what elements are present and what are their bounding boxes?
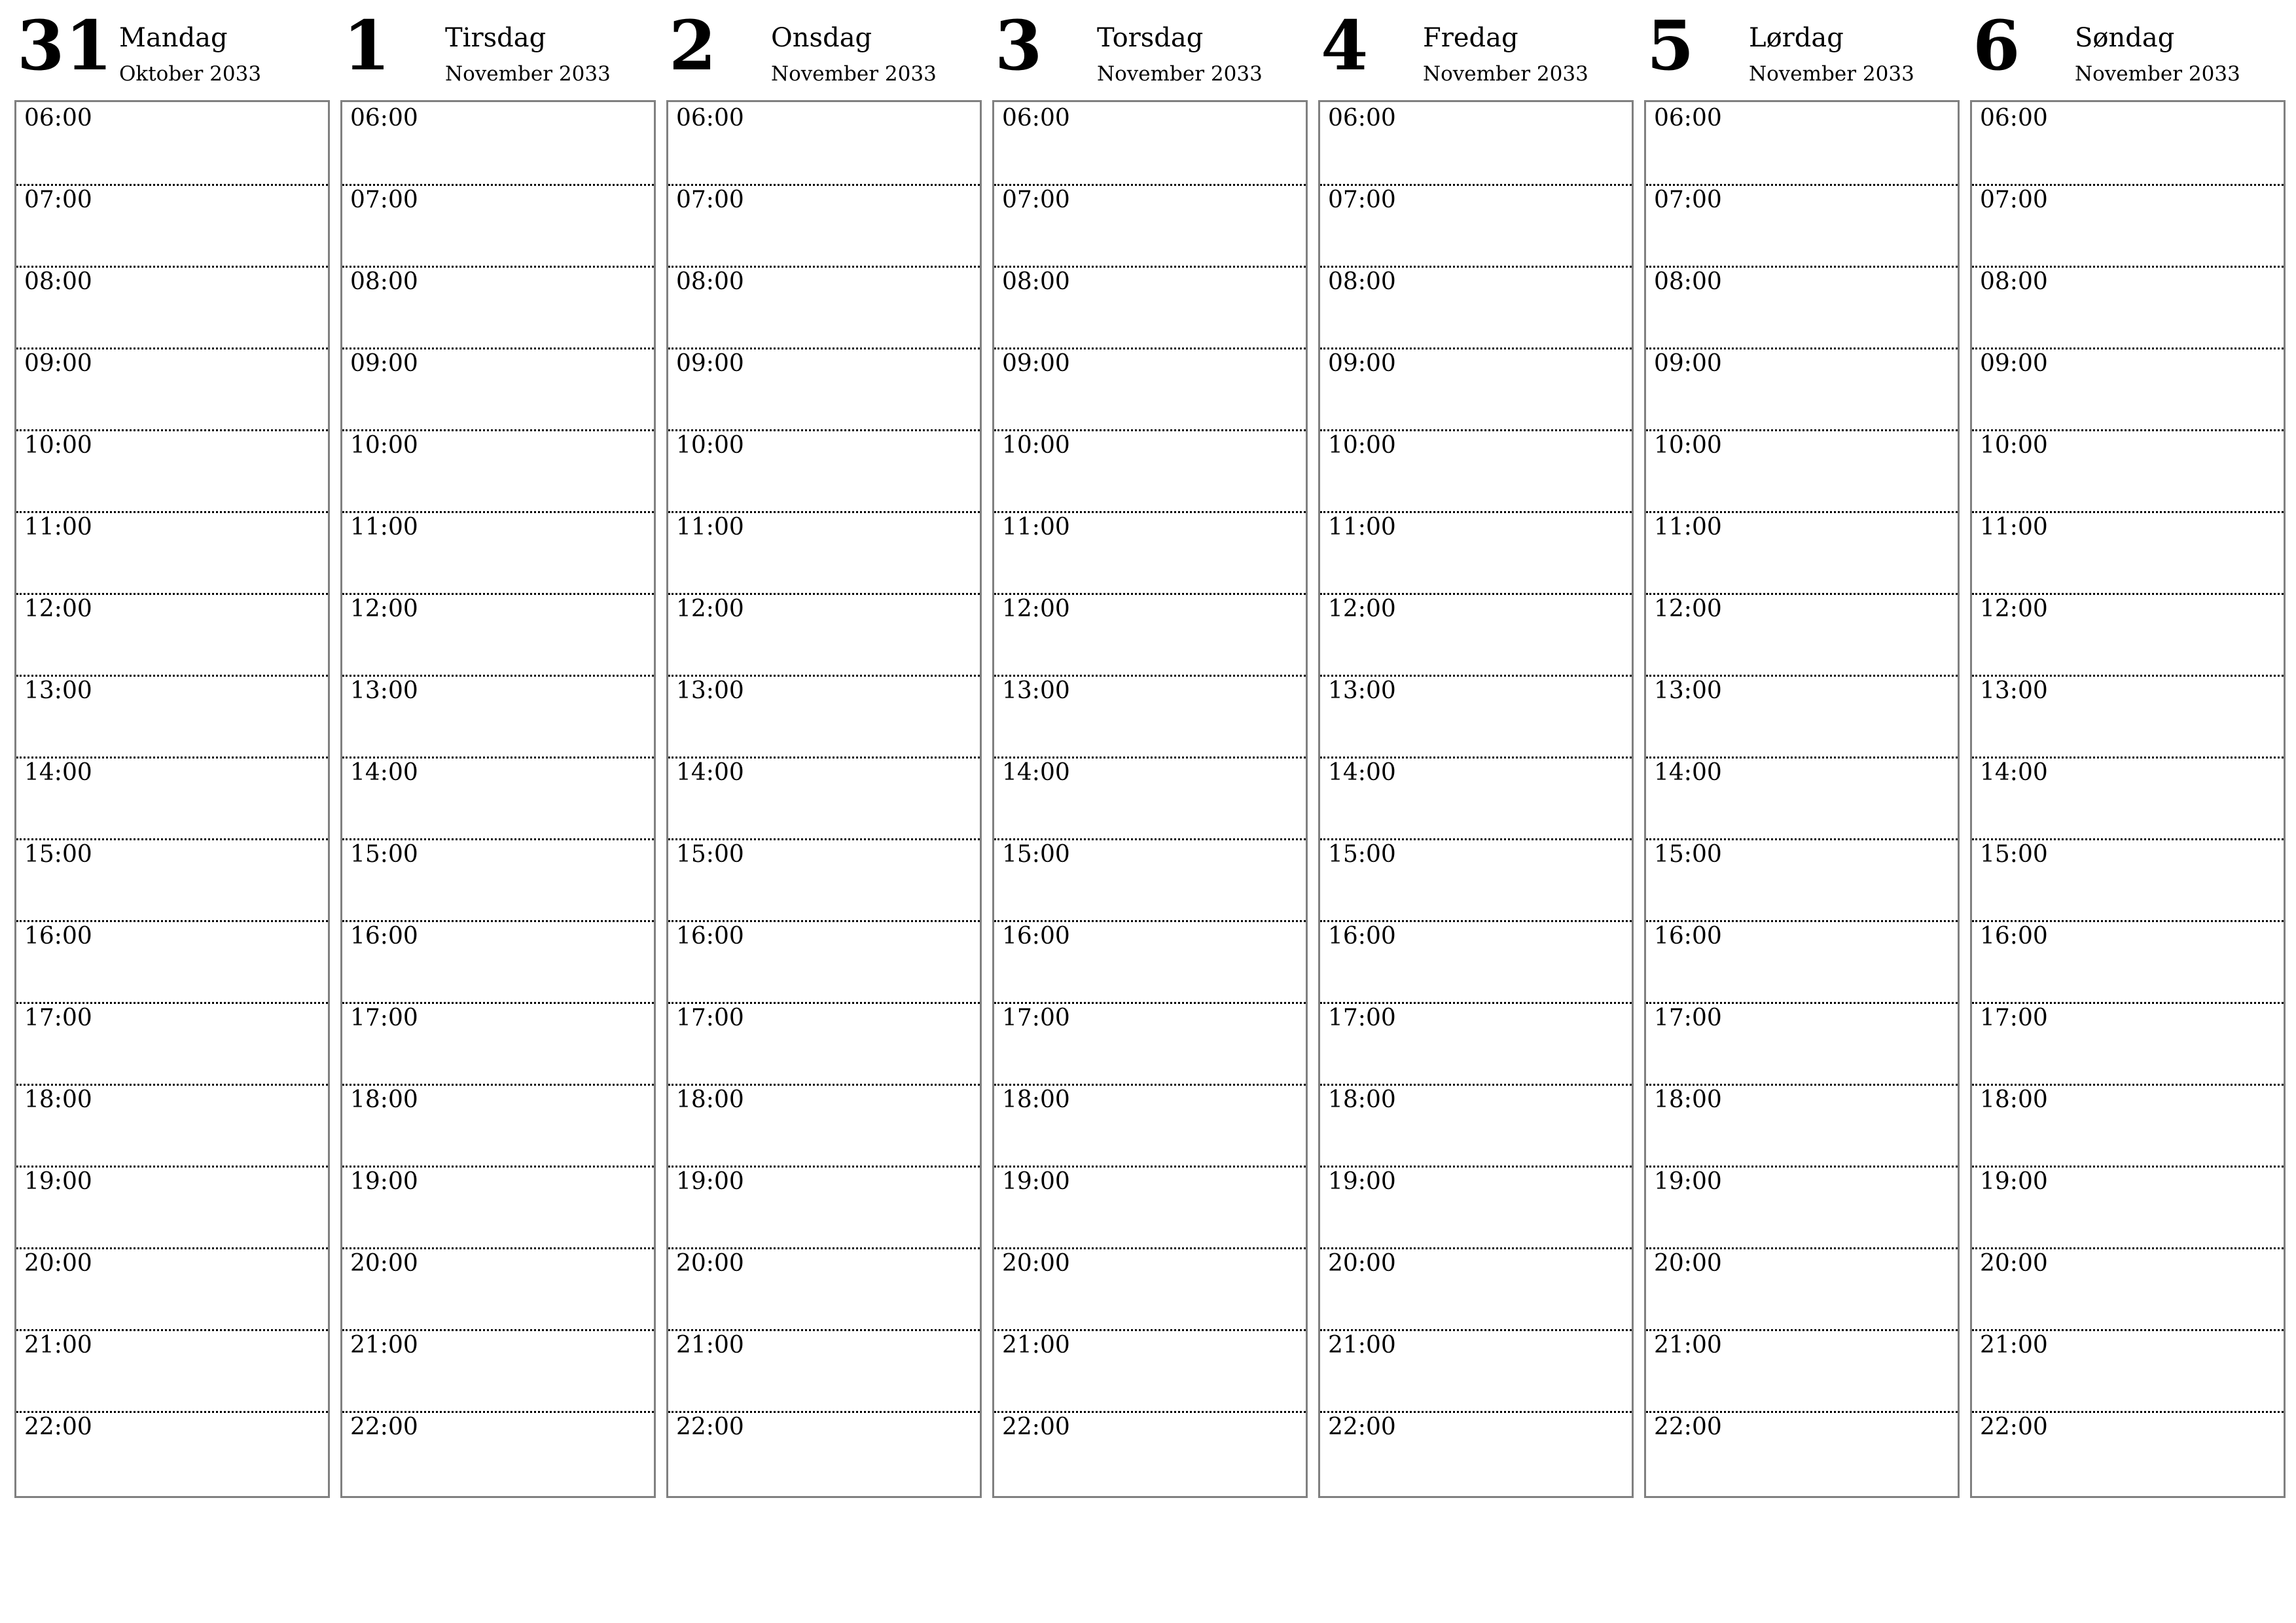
hour-slot [342,348,654,431]
hour-label: 17:00 [24,1005,92,1031]
hour-slot [342,593,654,677]
hour-label: 19:00 [1328,1168,1396,1195]
hour-slot [16,266,328,349]
day-number: 4 [1321,5,1369,86]
hour-slot [1320,838,1632,922]
month-year: November 2033 [445,62,611,86]
day-number: 5 [1647,5,1695,86]
day-header [1644,0,1958,99]
hour-slot [668,593,980,677]
hour-slot [668,1329,980,1413]
hour-slot [1320,102,1632,186]
hour-slot [342,757,654,840]
hour-label: 10:00 [1002,432,1070,459]
hour-slot [668,757,980,840]
hour-label: 17:00 [1654,1005,1722,1031]
hour-label: 12:00 [1980,596,2048,622]
hour-label: 14:00 [1328,759,1396,786]
hour-slot [1320,184,1632,268]
hour-slot [16,1329,328,1413]
hour-label: 20:00 [1654,1250,1722,1277]
hour-slot [1972,1411,2284,1493]
hour-slot [342,920,654,1004]
hour-slot [994,1084,1306,1168]
day-schedule-box [1318,100,1634,1498]
weekly-planner [14,0,2282,1505]
day-column [340,0,655,1505]
hour-label: 08:00 [1980,268,2048,295]
hour-slot [1320,920,1632,1004]
hour-label: 09:00 [1654,350,1722,377]
hour-label: 21:00 [1328,1332,1396,1359]
hour-slot [994,1411,1306,1493]
hour-slot [1972,429,2284,513]
hour-slot [1320,511,1632,595]
hour-slot [1320,429,1632,513]
hour-slot [668,1411,980,1493]
hour-label: 22:00 [350,1414,418,1440]
day-number: 3 [995,5,1043,86]
day-header [340,0,655,99]
hour-label: 06:00 [1328,105,1396,132]
hour-slot [1646,920,1958,1004]
hour-slot [1972,593,2284,677]
hour-slot [1972,511,2284,595]
hour-label: 16:00 [1002,923,1070,950]
hour-slot [342,511,654,595]
hour-label: 18:00 [1654,1086,1722,1113]
hour-slot [1972,920,2284,1004]
hour-label: 18:00 [24,1086,92,1113]
hour-slot [994,1166,1306,1249]
hour-label: 07:00 [350,187,418,213]
hour-label: 17:00 [350,1005,418,1031]
hour-slot [668,102,980,186]
day-column [992,0,1306,1505]
hour-label: 22:00 [1980,1414,2048,1440]
hour-label: 21:00 [350,1332,418,1359]
day-schedule-box [666,100,982,1498]
hour-label: 08:00 [350,268,418,295]
hour-label: 21:00 [24,1332,92,1359]
hour-slot [994,838,1306,922]
hour-slot [994,1247,1306,1331]
day-schedule-box [1644,100,1960,1498]
hour-label: 20:00 [24,1250,92,1277]
hour-label: 16:00 [24,923,92,950]
hour-label: 10:00 [1328,432,1396,459]
hour-label: 12:00 [350,596,418,622]
hour-slot [16,838,328,922]
month-year: November 2033 [1749,62,1914,86]
hour-slot [994,1002,1306,1086]
hour-slot [1320,593,1632,677]
day-schedule-box [1970,100,2286,1498]
hour-slot [1646,184,1958,268]
hour-label: 11:00 [676,514,744,541]
hour-label: 19:00 [1980,1168,2048,1195]
hour-label: 07:00 [24,187,92,213]
hour-label: 22:00 [1002,1414,1070,1440]
hour-slot [16,348,328,431]
hour-slot [1646,1084,1958,1168]
hour-label: 14:00 [350,759,418,786]
hour-label: 22:00 [676,1414,744,1440]
hour-label: 20:00 [1980,1250,2048,1277]
day-header [1318,0,1632,99]
hour-slot [668,184,980,268]
hour-label: 16:00 [1328,923,1396,950]
hour-label: 19:00 [676,1168,744,1195]
hour-slot [342,102,654,186]
hour-slot [1320,348,1632,431]
hour-label: 18:00 [1002,1086,1070,1113]
hour-label: 13:00 [1654,677,1722,704]
hour-slot [16,1002,328,1086]
hour-slot [1320,1411,1632,1493]
hour-label: 17:00 [1002,1005,1070,1031]
hour-label: 07:00 [1980,187,2048,213]
hour-label: 21:00 [1980,1332,2048,1359]
hour-slot [1646,1329,1958,1413]
hour-slot [1972,838,2284,922]
hour-slot [342,1411,654,1493]
hour-slot [668,675,980,758]
hour-slot [1646,102,1958,186]
hour-slot [668,838,980,922]
hour-slot [342,1002,654,1086]
hour-slot [994,757,1306,840]
hour-slot [1320,675,1632,758]
hour-label: 06:00 [24,105,92,132]
hour-label: 09:00 [24,350,92,377]
day-column [14,0,329,1505]
hour-label: 08:00 [1002,268,1070,295]
hour-label: 09:00 [676,350,744,377]
hour-label: 17:00 [1328,1005,1396,1031]
hour-slot [994,920,1306,1004]
day-schedule-box [992,100,1308,1498]
hour-slot [1320,1329,1632,1413]
day-number: 31 [17,5,113,86]
day-header [992,0,1306,99]
hour-label: 19:00 [350,1168,418,1195]
hour-slot [1646,1247,1958,1331]
day-header [666,0,980,99]
hour-slot [16,1247,328,1331]
day-header [1970,0,2284,99]
hour-slot [16,920,328,1004]
hour-label: 12:00 [1654,596,1722,622]
hour-slot [1972,1166,2284,1249]
hour-slot [1646,511,1958,595]
month-year: November 2033 [1423,62,1588,86]
hour-label: 20:00 [350,1250,418,1277]
month-year: November 2033 [1097,62,1263,86]
hour-slot [342,1166,654,1249]
day-number: 6 [1973,5,2021,86]
hour-label: 16:00 [1980,923,2048,950]
hour-slot [342,1084,654,1168]
hour-slot [1646,838,1958,922]
hour-slot [668,429,980,513]
hour-label: 21:00 [1654,1332,1722,1359]
hour-label: 15:00 [1328,841,1396,868]
hour-slot [1646,266,1958,349]
hour-label: 22:00 [1328,1414,1396,1440]
hour-label: 16:00 [350,923,418,950]
hour-slot [1320,757,1632,840]
weekday-name: Fredag [1423,23,1518,53]
hour-slot [994,1329,1306,1413]
hour-label: 06:00 [350,105,418,132]
hour-slot [668,1002,980,1086]
hour-label: 12:00 [1328,596,1396,622]
hour-slot [16,1084,328,1168]
hour-slot [668,1247,980,1331]
hour-label: 13:00 [24,677,92,704]
hour-label: 09:00 [1328,350,1396,377]
hour-label: 08:00 [1654,268,1722,295]
hour-label: 07:00 [676,187,744,213]
hour-slot [994,511,1306,595]
hour-label: 10:00 [676,432,744,459]
weekday-name: Mandag [119,23,228,53]
hour-label: 16:00 [1654,923,1722,950]
day-column [1318,0,1632,1505]
hour-label: 14:00 [1654,759,1722,786]
hour-label: 10:00 [1980,432,2048,459]
hour-label: 15:00 [24,841,92,868]
hour-slot [16,511,328,595]
hour-label: 11:00 [350,514,418,541]
hour-label: 07:00 [1002,187,1070,213]
hour-slot [1972,348,2284,431]
hour-label: 22:00 [24,1414,92,1440]
hour-label: 13:00 [676,677,744,704]
weekday-name: Lørdag [1749,23,1844,53]
hour-slot [668,1084,980,1168]
hour-label: 06:00 [676,105,744,132]
hour-slot [342,675,654,758]
hour-slot [994,184,1306,268]
hour-slot [1972,757,2284,840]
weekday-name: Onsdag [771,23,872,53]
month-year: November 2033 [771,62,937,86]
hour-label: 15:00 [676,841,744,868]
hour-label: 06:00 [1002,105,1070,132]
hour-label: 15:00 [1980,841,2048,868]
hour-slot [994,102,1306,186]
hour-label: 15:00 [350,841,418,868]
hour-label: 16:00 [676,923,744,950]
hour-label: 11:00 [1980,514,2048,541]
hour-label: 07:00 [1654,187,1722,213]
hour-slot [1972,1084,2284,1168]
hour-label: 14:00 [24,759,92,786]
hour-slot [1972,1329,2284,1413]
hour-slot [994,593,1306,677]
hour-label: 12:00 [1002,596,1070,622]
hour-slot [994,266,1306,349]
hour-slot [1972,1247,2284,1331]
hour-slot [16,429,328,513]
day-column [666,0,980,1505]
hour-slot [668,920,980,1004]
hour-slot [1972,184,2284,268]
hour-slot [1646,348,1958,431]
hour-slot [1972,675,2284,758]
day-column [1644,0,1958,1505]
hour-label: 21:00 [676,1332,744,1359]
hour-slot [16,675,328,758]
hour-label: 17:00 [676,1005,744,1031]
hour-slot [1320,1166,1632,1249]
hour-label: 11:00 [1654,514,1722,541]
hour-slot [1320,266,1632,349]
hour-label: 09:00 [1002,350,1070,377]
weekday-name: Tirsdag [445,23,547,53]
hour-label: 19:00 [1654,1168,1722,1195]
hour-label: 18:00 [676,1086,744,1113]
hour-slot [994,675,1306,758]
hour-slot [668,511,980,595]
hour-slot [1972,266,2284,349]
hour-slot [342,1247,654,1331]
hour-slot [16,593,328,677]
weekday-name: Torsdag [1097,23,1204,53]
hour-slot [342,838,654,922]
hour-label: 06:00 [1980,105,2048,132]
hour-label: 11:00 [1328,514,1396,541]
hour-slot [1646,593,1958,677]
hour-label: 15:00 [1002,841,1070,868]
hour-label: 15:00 [1654,841,1722,868]
hour-label: 12:00 [24,596,92,622]
day-schedule-box [14,100,330,1498]
hour-label: 09:00 [1980,350,2048,377]
hour-slot [342,266,654,349]
hour-label: 11:00 [1002,514,1070,541]
hour-slot [994,348,1306,431]
hour-label: 06:00 [1654,105,1722,132]
month-year: November 2033 [2075,62,2240,86]
hour-label: 18:00 [1980,1086,2048,1113]
hour-label: 10:00 [350,432,418,459]
hour-label: 10:00 [1654,432,1722,459]
hour-label: 18:00 [350,1086,418,1113]
hour-label: 17:00 [1980,1005,2048,1031]
hour-label: 13:00 [1328,677,1396,704]
hour-slot [1320,1002,1632,1086]
hour-label: 14:00 [676,759,744,786]
hour-slot [668,266,980,349]
day-column [1970,0,2284,1505]
day-header [14,0,329,99]
hour-label: 20:00 [676,1250,744,1277]
hour-slot [994,429,1306,513]
hour-slot [342,429,654,513]
hour-slot [16,1411,328,1493]
hour-slot [342,184,654,268]
hour-slot [1646,1002,1958,1086]
day-schedule-box [340,100,656,1498]
month-year: Oktober 2033 [119,62,262,86]
hour-label: 19:00 [1002,1168,1070,1195]
hour-slot [668,1166,980,1249]
hour-label: 22:00 [1654,1414,1722,1440]
hour-label: 19:00 [24,1168,92,1195]
hour-label: 09:00 [350,350,418,377]
hour-label: 11:00 [24,514,92,541]
hour-label: 20:00 [1002,1250,1070,1277]
hour-slot [1320,1084,1632,1168]
hour-slot [342,1329,654,1413]
hour-slot [16,757,328,840]
hour-label: 08:00 [24,268,92,295]
hour-slot [1646,429,1958,513]
hour-label: 13:00 [1980,677,2048,704]
hour-label: 08:00 [676,268,744,295]
hour-label: 20:00 [1328,1250,1396,1277]
hour-label: 07:00 [1328,187,1396,213]
hour-label: 21:00 [1002,1332,1070,1359]
hour-slot [1646,1166,1958,1249]
hour-label: 12:00 [676,596,744,622]
hour-label: 14:00 [1980,759,2048,786]
hour-slot [16,102,328,186]
hour-slot [1646,757,1958,840]
hour-label: 13:00 [1002,677,1070,704]
hour-slot [1646,675,1958,758]
hour-slot [668,348,980,431]
hour-slot [1972,1002,2284,1086]
hour-label: 13:00 [350,677,418,704]
hour-slot [16,184,328,268]
weekday-name: Søndag [2075,23,2175,53]
hour-label: 08:00 [1328,268,1396,295]
hour-slot [1972,102,2284,186]
day-number: 2 [669,5,717,86]
hour-slot [1646,1411,1958,1493]
hour-label: 18:00 [1328,1086,1396,1113]
hour-label: 10:00 [24,432,92,459]
day-number: 1 [343,5,391,86]
hour-label: 14:00 [1002,759,1070,786]
hour-slot [1320,1247,1632,1331]
hour-slot [16,1166,328,1249]
